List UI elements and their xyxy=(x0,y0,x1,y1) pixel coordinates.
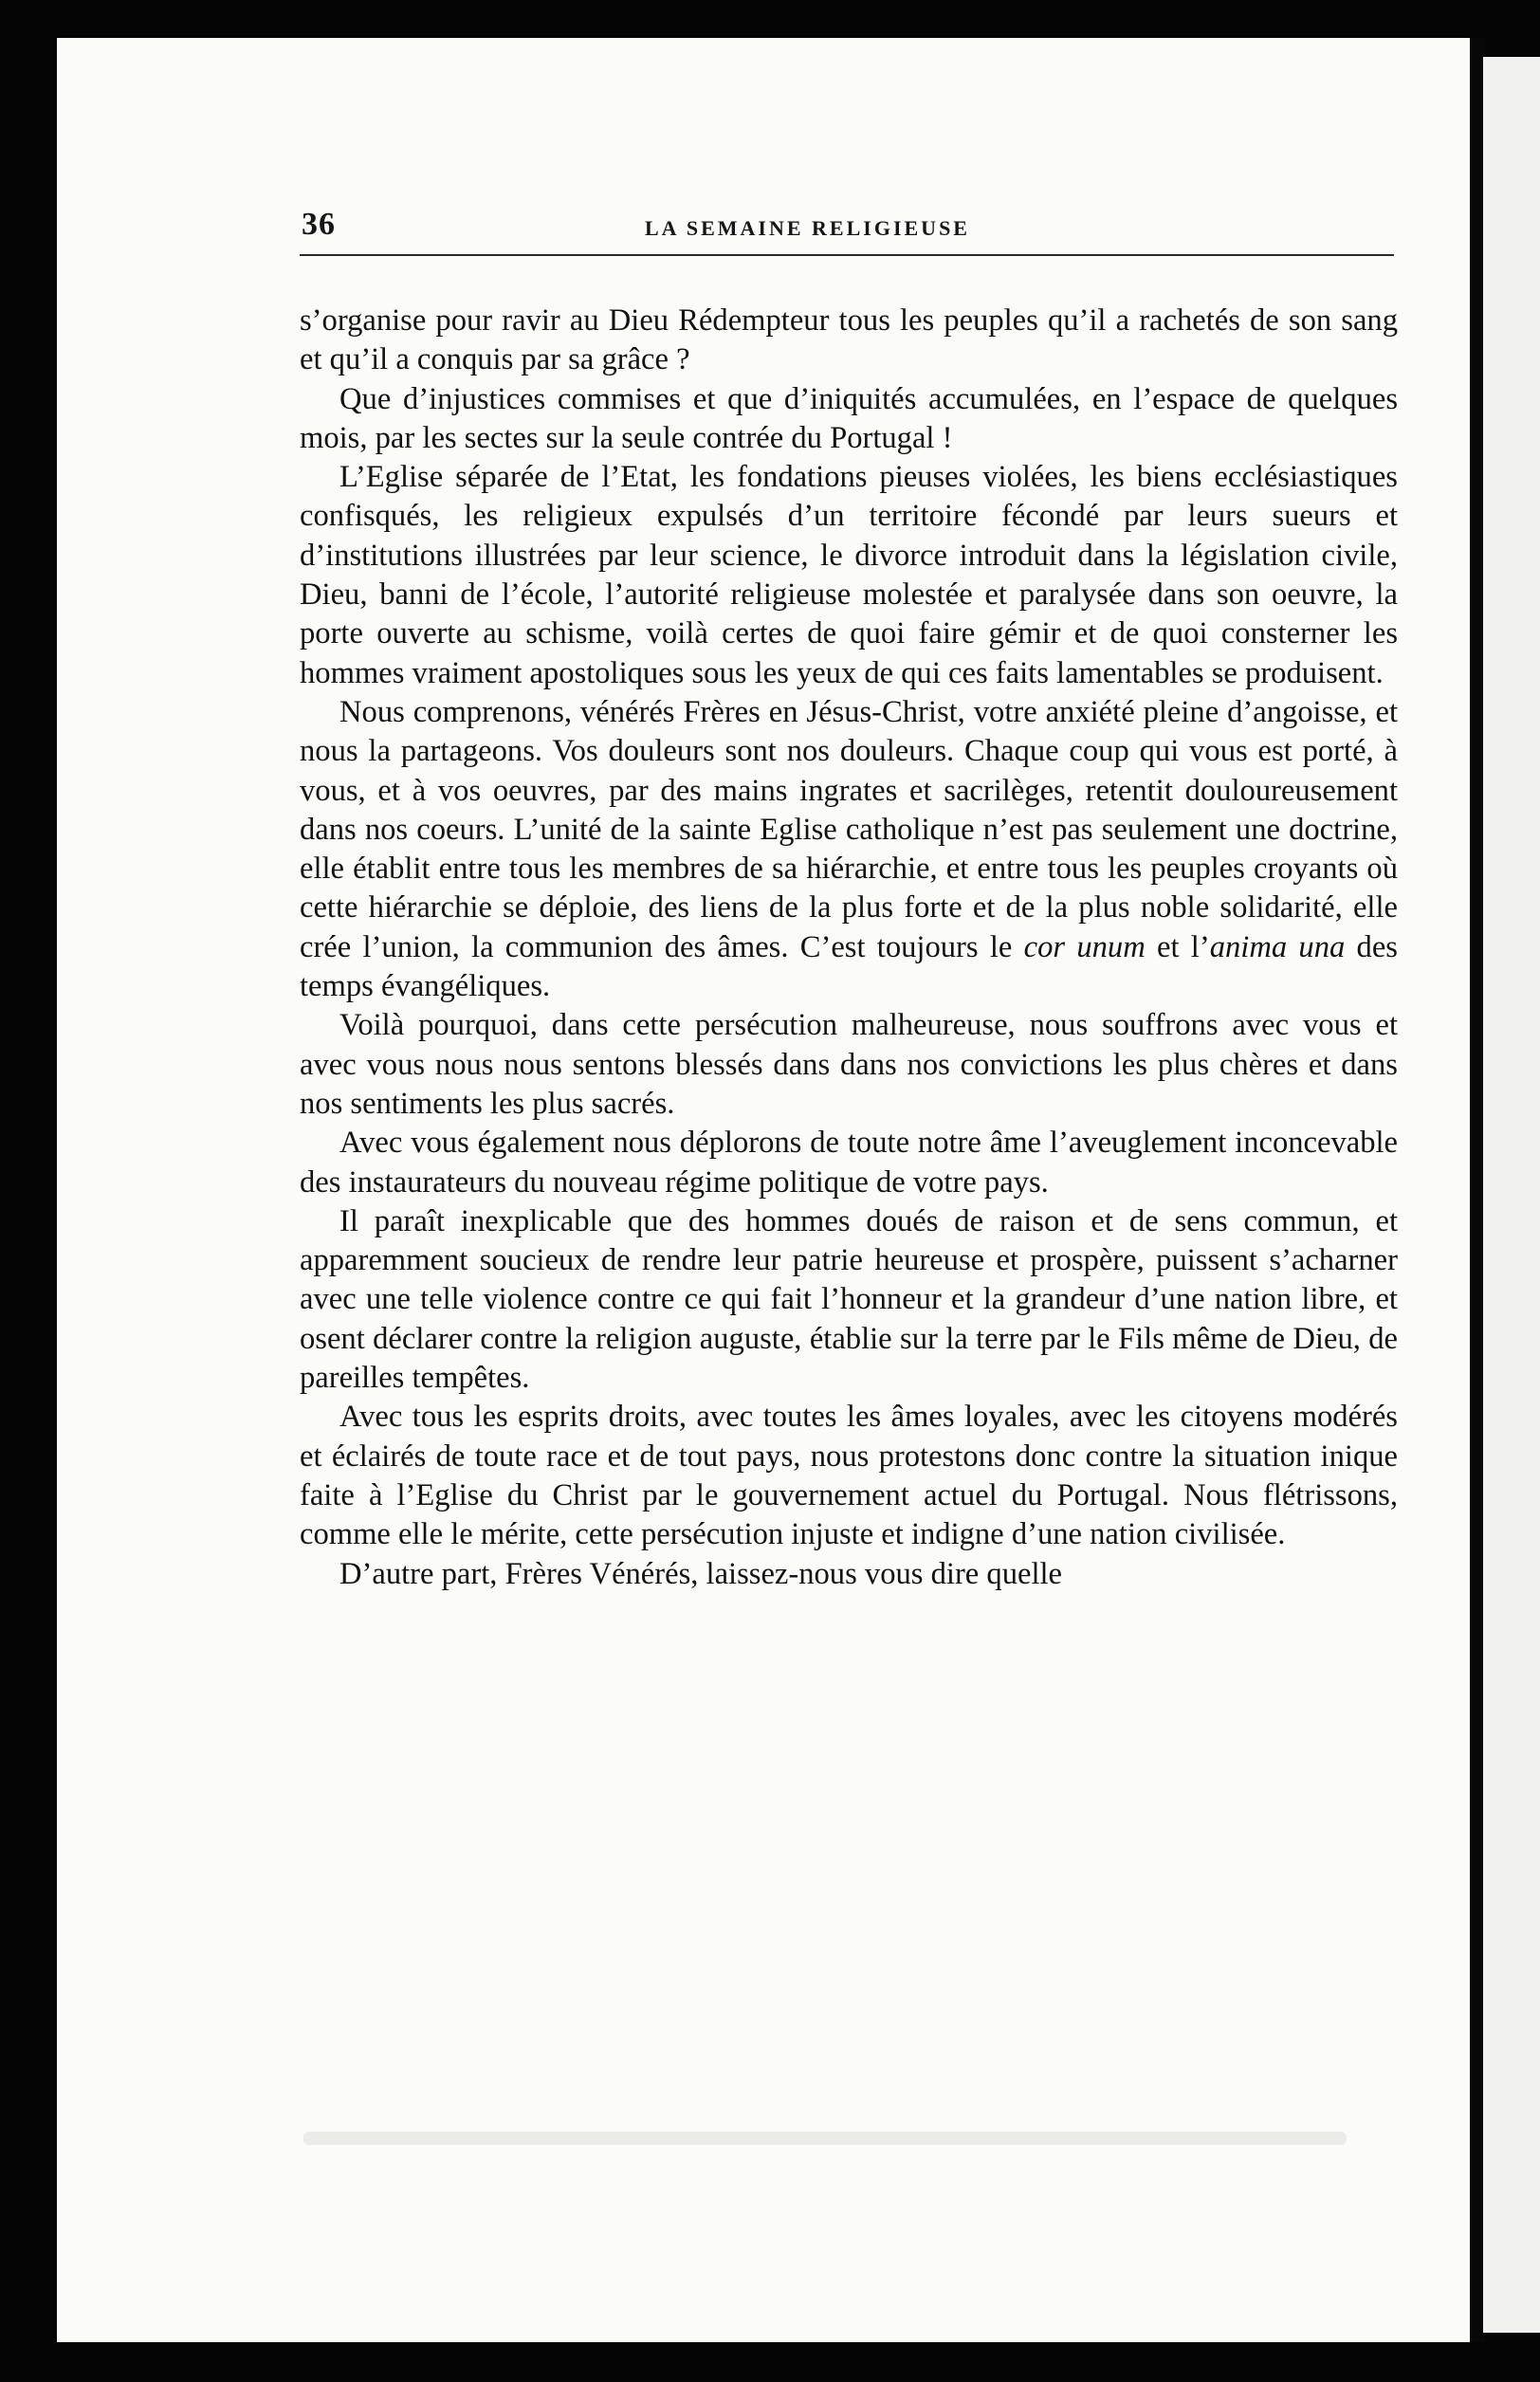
paragraph: Avec vous également nous déplorons de toute notre âme l’aveuglement inconcevable des instaurateurs du nouveau régime politique de votre pays. xyxy=(300,1126,1398,1200)
article-body xyxy=(300,302,1398,1594)
paragraph-text: des temps évangéliques. xyxy=(300,929,1398,1004)
paragraph: D’autre part, Frères Vénérés, laissez-nous vous dire quelle xyxy=(339,1556,1063,1591)
latin-phrase: cor unum xyxy=(1023,929,1146,964)
show-through-smudge xyxy=(303,2132,1347,2145)
book-page xyxy=(57,38,1470,2342)
latin-phrase: anima una xyxy=(1209,929,1346,964)
paragraph: Il paraît inexplicable que des hommes doués de raison et de sens commun, et apparemment soucieux de rendre leur patrie heureuse et prospère, puissent s’acharner avec une telle violence contre ce qui fait l’honneur et la grandeur d’une nation libre, et osent déclarer contre la religion auguste, établie sur la terre par le Fils même de Dieu, de pareilles tempêtes. xyxy=(300,1203,1398,1396)
header-rule xyxy=(300,254,1394,256)
facing-page-edge xyxy=(1483,57,1540,2333)
paragraph: L’Eglise séparée de l’Etat, les fondations pieuses violées, les biens ecclésiastiques confisqués, les religieux expulsés d’un territoire fécondé par leurs sueurs et d’institutions illustrées par leur science, le divorce introduit dans la législation civile, Dieu, banni de l’école, l’autorité religieuse molestée et paralysée dans son oeuvre, la porte ouverte au schisme, voilà certes de quoi faire gémir et de quoi consterner les hommes vraiment apostoliques sous les yeux de qui ces faits lamentables se produisent. xyxy=(300,460,1398,690)
paragraph-text: Nous comprenons, vénérés Frères en Jésus-Christ, votre anxiété pleine d’angoisse, et nous la partageons. Vos douleurs sont nos douleurs. Chaque coup qui vous est porté, à vous, et à vos oeuvres, par des mains ingrates et sacrilèges, retentit douloureusement dans nos coeurs. L’unité de la sainte Eglise catholique n’est pas seulement une doctrine, elle établit entre tous les membres de sa hiérarchie, et entre tous les peuples croyants où cette hiérarchie se déploie, des liens de la plus forte et de la plus noble solidarité, elle crée l’union, la communion des âmes. C’est toujours le xyxy=(300,694,1398,964)
page-number: 36 xyxy=(302,207,336,242)
paragraph: Voilà pourquoi, dans cette persécution malheureuse, nous souffrons avec vous et avec vous nous nous sentons blessés dans dans nos convictions les plus chères et dans nos sentiments les plus sacrés. xyxy=(300,1008,1398,1121)
paragraph-text: et l’ xyxy=(1145,929,1210,964)
paragraph xyxy=(300,693,1398,1006)
paragraph: s’organise pour ravir au Dieu Rédempteur tous les peuples qu’il a rachetés de son sang et qu’il a conquis par sa grâce ? xyxy=(300,303,1398,377)
running-title: LA SEMAINE RELIGIEUSE xyxy=(645,216,970,240)
paragraph: Que d’injustices commises et que d’iniquités accumulées, en l’espace de quelques mois, par les sectes sur la seule contrée du Portugal ! xyxy=(300,381,1398,455)
paragraph: Avec tous les esprits droits, avec toutes les âmes loyales, avec les citoyens modérés et éclairés de toute race et de tout pays, nous protestons donc contre la situation inique faite à l’Eglise du Christ par le gouvernement actuel du Portugal. Nous flétrissons, comme elle le mérite, cette persécution injuste et indigne d’une nation civilisée. xyxy=(300,1400,1398,1552)
